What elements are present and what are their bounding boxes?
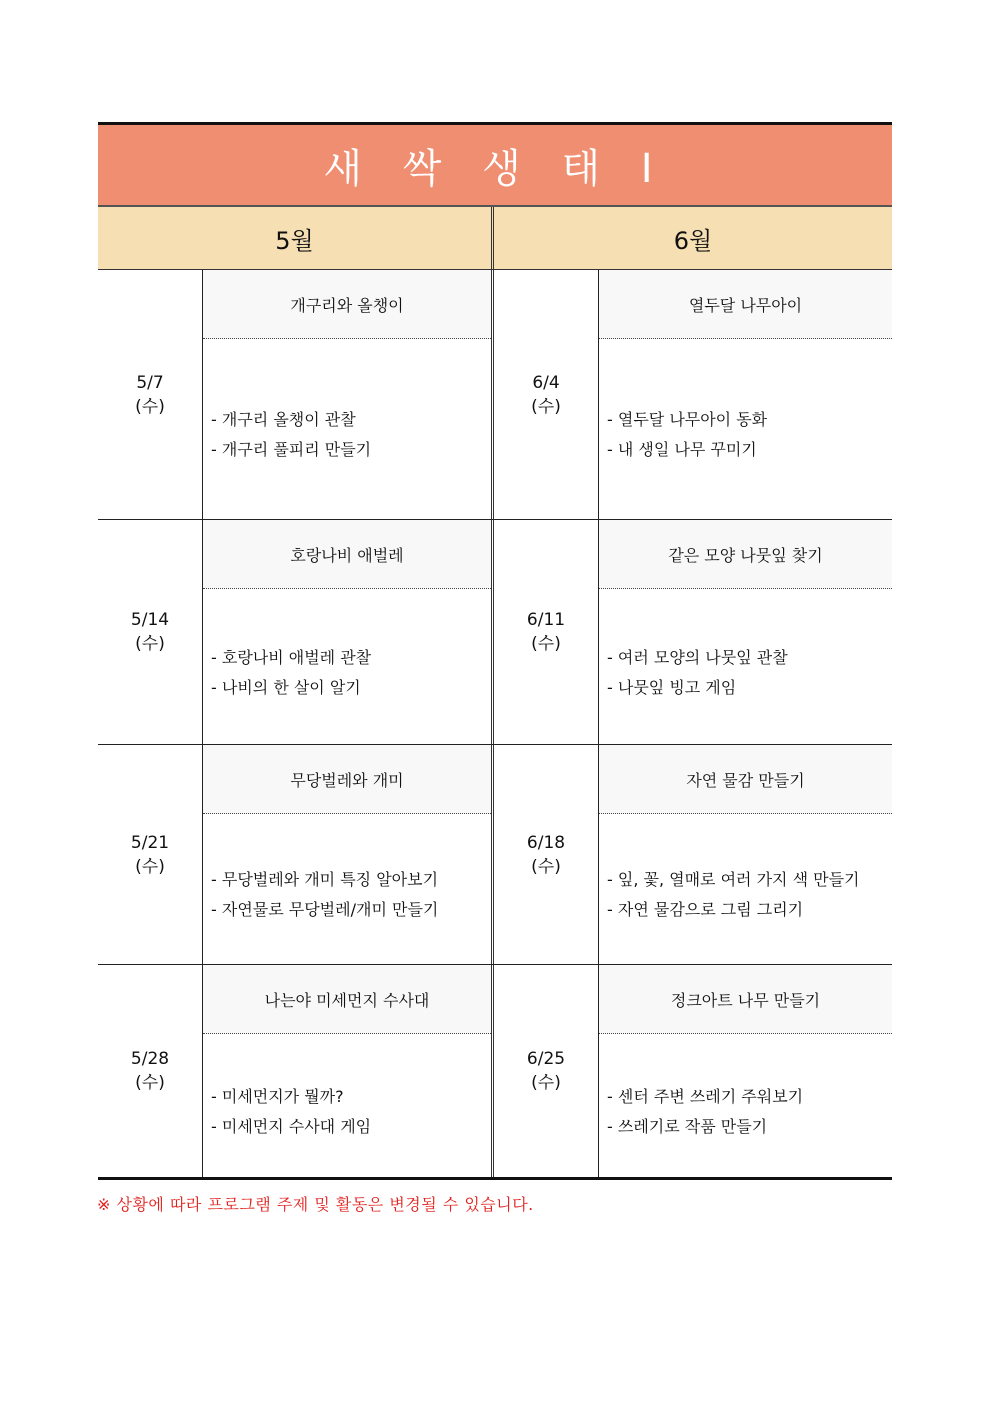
activity-item: - 무당벌레와 개미 특징 알아보기 [211, 870, 439, 889]
activity-list [599, 814, 892, 964]
session-topic: 같은 모양 나뭇잎 찾기 [599, 520, 892, 589]
activity-list [203, 589, 491, 744]
weekday-text: (수) [531, 396, 561, 417]
week-row-1 [98, 270, 892, 520]
activity-list [203, 1034, 491, 1177]
month-header-june: 6월 [673, 226, 713, 255]
weekday-text: (수) [531, 1073, 561, 1093]
weekday-text: (수) [135, 856, 165, 877]
june-session-3 [494, 745, 892, 964]
weekday-text: (수) [135, 634, 165, 654]
activity-list [599, 1034, 892, 1177]
may-session-4 [98, 965, 494, 1177]
activity-list [203, 814, 491, 964]
activity-list [599, 589, 892, 744]
session-topic: 개구리와 올챙이 [203, 270, 491, 339]
session-topic: 호랑나비 애벌레 [203, 520, 491, 589]
week-row-3 [98, 745, 892, 965]
date-text: 6/25 [526, 1049, 566, 1069]
weekday-text: (수) [531, 856, 561, 877]
session-date [98, 965, 203, 1177]
activity-item: - 미세먼지 수사대 게임 [211, 1116, 372, 1136]
change-notice: ※ 상황에 따라 프로그램 주제 및 활동은 변경될 수 있습니다. [97, 1195, 534, 1214]
weekday-text: (수) [135, 1073, 165, 1093]
date-text: 6/4 [532, 372, 560, 393]
activity-list [203, 339, 491, 519]
week-row-4 [98, 965, 892, 1177]
activity-item: - 내 생일 나무 꾸미기 [607, 440, 757, 459]
activity-item: - 나비의 한 살이 알기 [211, 677, 361, 697]
may-session-1 [98, 270, 494, 519]
session-date [494, 965, 599, 1177]
session-date [98, 520, 203, 744]
session-date [98, 270, 203, 519]
activity-item: - 개구리 올챙이 관찰 [211, 410, 356, 429]
date-text: 5/28 [130, 1049, 170, 1069]
session-date [98, 745, 203, 964]
date-text: 6/18 [526, 832, 566, 853]
june-session-4 [494, 965, 892, 1177]
session-topic: 자연 물감 만들기 [599, 745, 892, 814]
session-topic: 열두달 나무아이 [599, 270, 892, 339]
title-banner [98, 122, 892, 206]
activity-item: - 미세먼지가 뭘까? [211, 1086, 344, 1106]
date-text: 5/14 [130, 610, 170, 630]
page-title: 새 싹 생 태 I [323, 145, 667, 192]
session-date [494, 270, 599, 519]
may-session-2 [98, 520, 494, 744]
table-bottom-border [98, 1177, 892, 1180]
weekday-text: (수) [135, 396, 165, 417]
activity-list [599, 339, 892, 519]
june-session-1 [494, 270, 892, 519]
date-text: 5/7 [136, 372, 164, 393]
activity-item: - 자연 물감으로 그림 그리기 [607, 900, 804, 919]
weekday-text: (수) [531, 634, 561, 654]
date-text: 5/21 [130, 832, 170, 853]
activity-item: - 나뭇잎 빙고 게임 [607, 677, 737, 697]
month-header-may: 5월 [98, 207, 494, 269]
schedule-table [98, 122, 892, 1180]
session-date [494, 745, 599, 964]
week-row-2 [98, 520, 892, 745]
activity-item: - 여러 모양의 나뭇잎 관찰 [607, 647, 788, 667]
session-date [494, 520, 599, 744]
activity-item: - 잎, 꽃, 열매로 여러 가지 색 만들기 [607, 870, 860, 889]
activity-item: - 호랑나비 애벌레 관찰 [211, 647, 372, 667]
activity-item: - 자연물로 무당벌레/개미 만들기 [211, 900, 439, 919]
activity-item: - 쓰레기로 작품 만들기 [607, 1116, 768, 1136]
session-topic: 무당벌레와 개미 [203, 745, 491, 814]
session-topic: 나는야 미세먼지 수사대 [203, 965, 491, 1034]
month-header-row [98, 206, 892, 270]
activity-item: - 센터 주변 쓰레기 주워보기 [607, 1086, 804, 1106]
activity-item: - 개구리 풀피리 만들기 [211, 440, 372, 459]
june-session-2 [494, 520, 892, 744]
session-topic: 정크아트 나무 만들기 [599, 965, 892, 1034]
date-text: 6/11 [526, 610, 566, 630]
may-session-3 [98, 745, 494, 964]
activity-item: - 열두달 나무아이 동화 [607, 410, 768, 429]
